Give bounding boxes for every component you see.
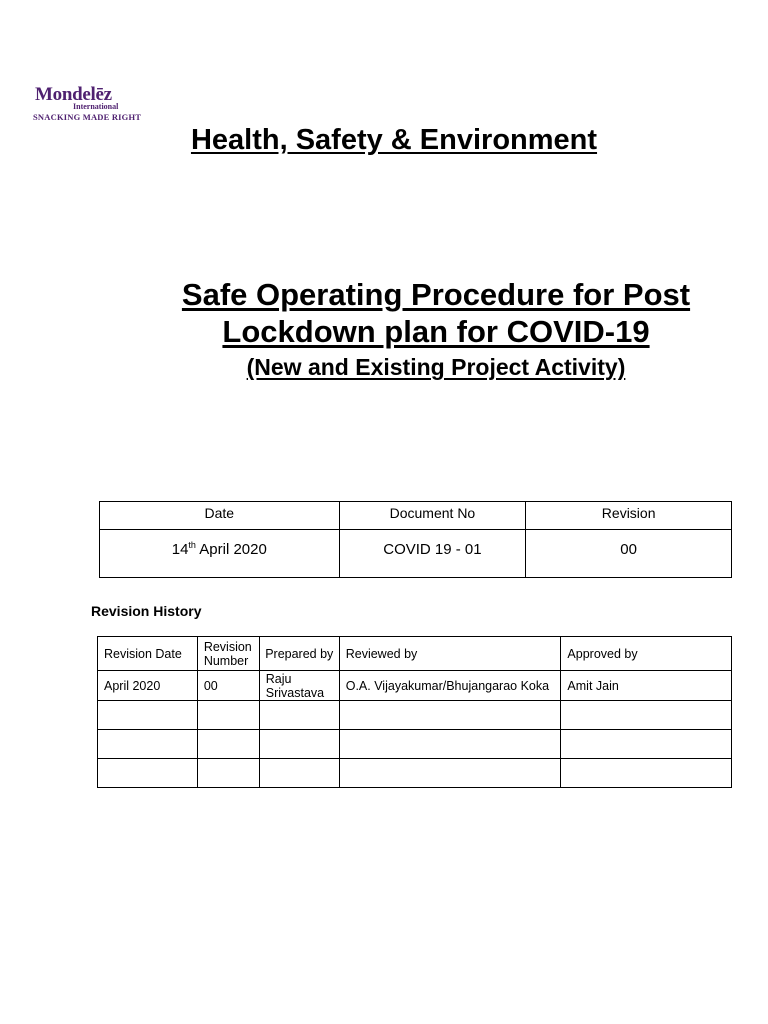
header-prepared-by: Prepared by: [259, 637, 339, 671]
mondelez-logo: [33, 84, 142, 126]
table-row-empty: [98, 730, 732, 759]
title-line-2: Lockdown plan for COVID-19: [222, 314, 650, 349]
revision-history-heading: Revision History: [91, 603, 202, 619]
cell-prepared-by: Raju Srivastava: [259, 671, 339, 701]
document-info-header-row: [100, 502, 732, 530]
logo-brand: Mondelēz: [35, 84, 112, 105]
cell-reviewed-by: O.A. Vijayakumar/Bhujangarao Koka: [339, 671, 561, 701]
date-value: 14th April 2020: [100, 530, 340, 578]
document-no-value: COVID 19 - 01: [339, 530, 526, 578]
header-date: Date: [100, 502, 340, 530]
table-row: [98, 671, 732, 701]
document-info-value-row: [100, 530, 732, 578]
table-row-empty: [98, 701, 732, 730]
cell-revision-number: 00: [197, 671, 259, 701]
revision-value: 00: [526, 530, 732, 578]
header-revision-number: Revision Number: [197, 637, 259, 671]
header-approved-by: Approved by: [561, 637, 732, 671]
header-reviewed-by: Reviewed by: [339, 637, 561, 671]
header-revision-date: Revision Date: [98, 637, 198, 671]
document-subtitle: (New and Existing Project Activity): [246, 354, 626, 380]
cell-revision-date: April 2020: [98, 671, 198, 701]
department-heading: Health, Safety & Environment: [190, 124, 598, 156]
title-line-1: Safe Operating Procedure for Post: [181, 277, 691, 312]
revision-history-header-row: [98, 637, 732, 671]
logo-tagline: SNACKING MADE RIGHT: [33, 112, 142, 122]
header-revision: Revision: [526, 502, 732, 530]
revision-history-table: [97, 636, 732, 788]
logo-international: International: [73, 102, 119, 111]
document-info-table: [99, 501, 732, 578]
table-row-empty: [98, 759, 732, 788]
document-title: [86, 276, 768, 350]
header-document-no: Document No: [339, 502, 526, 530]
cell-approved-by: Amit Jain: [561, 671, 732, 701]
